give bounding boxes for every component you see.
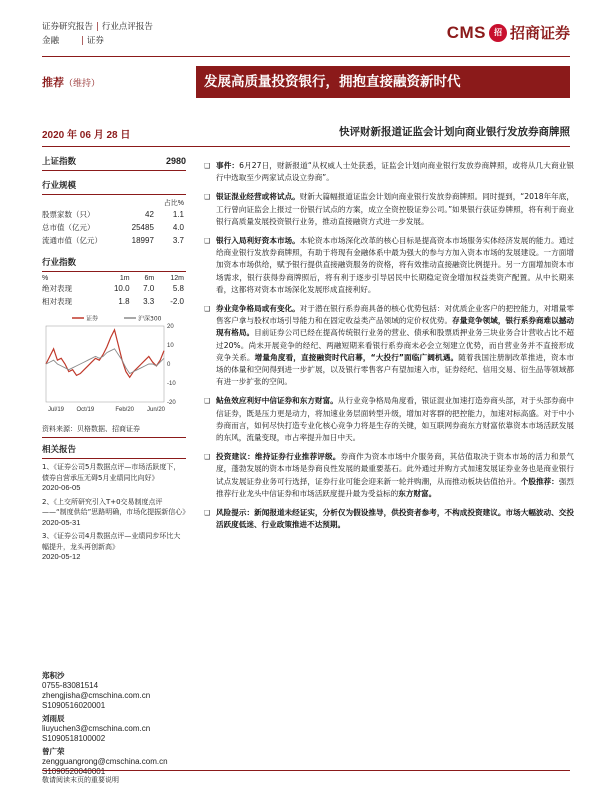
y-tick-label: 0 [167,362,171,368]
list-item: 2、《上交所研究引入T+0交易制度点评——“制度供给”思路明确，市场化提振新信心》 2020-05-31 [42,497,190,527]
table-row: 流通市值（亿元） 18997 3.7 [42,236,184,245]
report-subtype: 行业点评报告 [101,22,153,32]
legend-label: 沪深300 [138,315,162,323]
index-row: 上证指数 2980 [42,150,186,171]
rating: 推荐（维持） [42,76,101,89]
scale-title: 行业规模 [42,174,186,195]
table-row: 绝对表现 10.0 7.0 5.8 [42,284,184,293]
scale-table: 占比% 股票家数（只） 42 1.1 总市值（亿元） 25485 4.0 流通市值（亿元） 18997 3.7 [42,200,184,245]
report-date: 2020 年 06 月 28 日 [42,130,131,141]
footer-note: 敬请阅读末页的重要说明 [42,776,119,784]
line-chart [42,312,186,420]
analyst: 刘雨辰 liuyuchen3@cmschina.com.cn S1090518100002 [42,714,151,743]
list-item: 3、《证券公司4月数据点评—业绩同步环比大幅提升，龙头再创新高》 2020-05-12 [42,532,181,561]
paragraph-competition: ❑ 券业竞争格局或有变化。对于潜在银行系券商具备的核心优势包括：对优质企业客户的把控能力，对增量零售客户拿与股权市场引导能力和在固定收益类产品领域的定价权优势。存量竞争领域，银行系券商难以撼动现有格局。目前证券公司已经在提高传统银行业务的营业、债承和股票质押业务三块业务合计营收占比不超过20%。尚未开展竞争的经纪、两融短期来看银行系券商未必会立刻建立优势，而自营业务并不直接形成竞争关系。增量角度看，直接融资时代启幕，“大投行”面临广阔机遇。随着我国注册制改革推进，资本市场的体量和空间得到进一步扩展，以及银行零售客户有望加速入市，证券经纪、信用交易、衍生品等领域都有进一步扩张的空间。 [204,304,575,387]
x-tick-label: Oct/19 [76,407,95,413]
index-chart [42,312,186,422]
report-title: 发展高质量投资银行，拥抱直接融资新时代 [196,66,570,98]
chart-source: 资料来源：贝格数据、招商证券 [42,424,186,438]
industry: 证券 [86,36,104,46]
analysts [42,668,192,777]
paragraph-event: ❑ 事件：6月27日，财新报道“从权威人士处获悉，证监会计划向商业银行发放券商牌照，或将从几大商业银行中选取至少两家试点设立券商”。 [204,161,574,183]
series-line-securities [46,330,164,378]
report-type: 证券研究报告 [42,22,94,32]
related-reports [42,462,190,563]
header-categories: 证券研究报告 | 行业点评报告 金融 | 证券 [42,22,153,46]
table-row: 股票家数（只） 42 1.1 [42,210,184,219]
sector: 金融 [42,36,60,46]
logo-text: CMS [446,22,486,42]
x-tick-label: Jul/19 [47,407,65,413]
paragraph-catfish: ❑ 鲇鱼效应利好中信证券和东方财富。从行业竞争格局角度看，银证混业加速打造券商头部，对于头部券商中信证券，既是压力更是动力，将加速业务层面转型升级，增加对客群的把控能力，加速对标高盛。对于中小券商而言，如何尽快打造专业化核心竞争力将是生存的关键，如互联网券商东方财富依靠资本市场活跃发展的东风，流量变现，市占率提升加日中天。 [204,396,575,443]
x-tick-label: Jun/20 [146,407,166,413]
cms-logo [447,22,570,43]
related-title: 相关报告 [42,438,186,459]
table-row: 相对表现 1.8 3.3 -2.0 [42,297,184,306]
subtitle-rule [42,146,570,147]
analyst: 曾广荣 zengguangrong@cmschina.com.cn S1090520040001 [42,747,168,776]
paragraph-market: ❑ 银行入局利好资本市场。本轮资本市场深化改革的核心目标是提高资本市场服务实体经济发展的能力。通过给商业银行发放券商牌照，有助于将现有金融体系中最为强大的参与方加入资本市场的发展建设。一方面增加资本市场供给，赋予银行提供直接融资服务的资格，将有效推动直接融资比例提升。另一方面增加资本市场需求，银行获得券商牌照后，将有利于逐步引导居民中长期稳定资金增加权益类资产配置。从中长期来看，这都将对资本市场深化发展形成直接利好。 [204,236,574,294]
x-tick-label: Feb/20 [115,407,135,413]
legend-label: 证券 [86,315,99,323]
paragraph-invest: ❑ 投资建议：维持证券行业推荐评级。券商作为资本市场中介服务商，其估值取决于资本市场的活力和景气度，蓬勃发展的资本市场是券商良性发展的最重要基石。此外通过并购方式加速发展证券业务也是商业银行试点发展证券业务可行选择，证券行业可能会迎来新一轮并购潮，从而推动板块估值抬升。个股推荐：强烈推荐行业龙头中信证券和市场活跃度提升最为受益标的东方财富。 [204,452,575,498]
logo-cn: 招商证券 [509,24,570,42]
body-text [204,160,574,538]
logo-badge-icon: 招 [489,24,507,42]
plot-frame [46,326,164,402]
perf-table: % 1m 6m 12m 绝对表现 10.0 7.0 5.8 相对表现 1.8 3.3 -2.0 [42,275,184,306]
footer-rule [42,770,570,771]
perf-title: 行业指数 [42,251,186,272]
table-row: 总市值（亿元） 25485 4.0 [42,223,184,232]
y-tick-label: -20 [167,400,176,406]
header-rule [42,56,570,57]
paragraph-risk: ❑ 风险提示：新闻报道未经证实，分析仅为假设推导，供投资者参考，不构成投资建议。市场大幅波动、交投活跃度低迷、行业政策推进不达预期。 [204,508,574,530]
y-tick-label: 10 [167,343,174,349]
report-subtitle: 快评财新报道证监会计划向商业银行发放券商牌照 [339,126,570,138]
y-tick-label: 20 [167,324,174,330]
analyst: 郑积沙 0755-83081514 zhengjisha@cmschina.com.cn S1090516020001 [42,671,151,710]
list-item: 1、《证券公司5月数据点评—市场活跃度下，债券自营承压无碍5月业绩同比向好》 2020-06-05 [42,463,181,492]
paragraph-pilot: ❑ 银证混业经营或将试点。财新大篇幅报道证监会计划向商业银行发放券商牌照。同时提到，“2018年年底，工行曾向证监会上报过一份银行试点的方案，成立全资控股证券公司。”如果银行获证券牌照，将有利于商业银行高质量发展投资银行业务，推动直接融资方式进一步发展。 [204,192,574,226]
sidebar [42,150,190,566]
y-tick-label: -10 [167,381,176,387]
